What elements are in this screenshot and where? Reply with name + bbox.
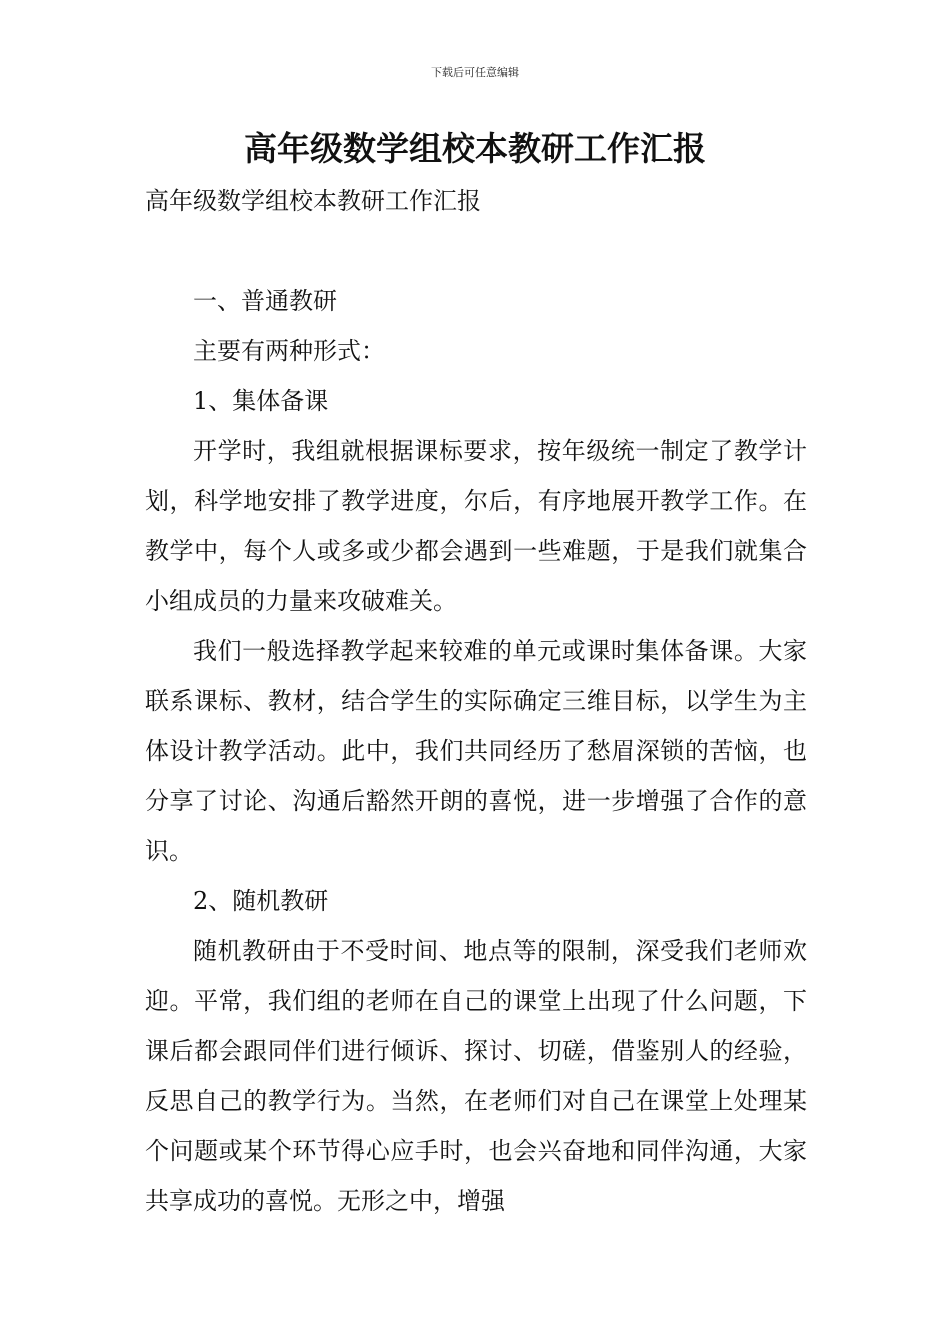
subheading-random-research: 2、随机教研 — [193, 887, 329, 915]
document-title: 高年级数学组校本教研工作汇报 — [244, 129, 706, 168]
document-subtitle: 高年级数学组校本教研工作汇报 — [145, 187, 481, 215]
document-body — [145, 176, 807, 1226]
paragraph-forms-intro: 主要有两种形式： — [193, 337, 385, 365]
section-heading-general-research: 一、普通教研 — [193, 287, 337, 315]
paragraph-random-research-details: 随机教研由于不受时间、地点等的限制，深受我们老师欢迎。平常，我们组的老师在自己的课堂上出现了什么问题，下课后都会跟同伴们进行倾诉、探讨、切磋，借鉴别人的经验，反思自己的教学行为。当然，在老师们对自己在课堂上处理某个问题或某个环节得心应手时，也会兴奋地和同伴沟通，大家共享成功的喜悦。无形之中，增强 — [145, 937, 807, 1215]
header-note: 下载后可任意编辑 — [431, 66, 519, 79]
paragraph-semester-plan: 开学时，我组就根据课标要求，按年级统一制定了教学计划，科学地安排了教学进度，尔后，有序地展开教学工作。在教学中，每个人或多或少都会遇到一些难题，于是我们就集合小组成员的力量来攻破难关。 — [145, 437, 807, 615]
subheading-collective-lesson-prep: 1、集体备课 — [193, 387, 329, 415]
paragraph-collective-prep-details: 我们一般选择教学起来较难的单元或课时集体备课。大家联系课标、教材，结合学生的实际确定三维目标，以学生为主体设计教学活动。此中，我们共同经历了愁眉深锁的苦恼，也分享了讨论、沟通后豁然开朗的喜悦，进一步增强了合作的意识。 — [145, 637, 807, 865]
